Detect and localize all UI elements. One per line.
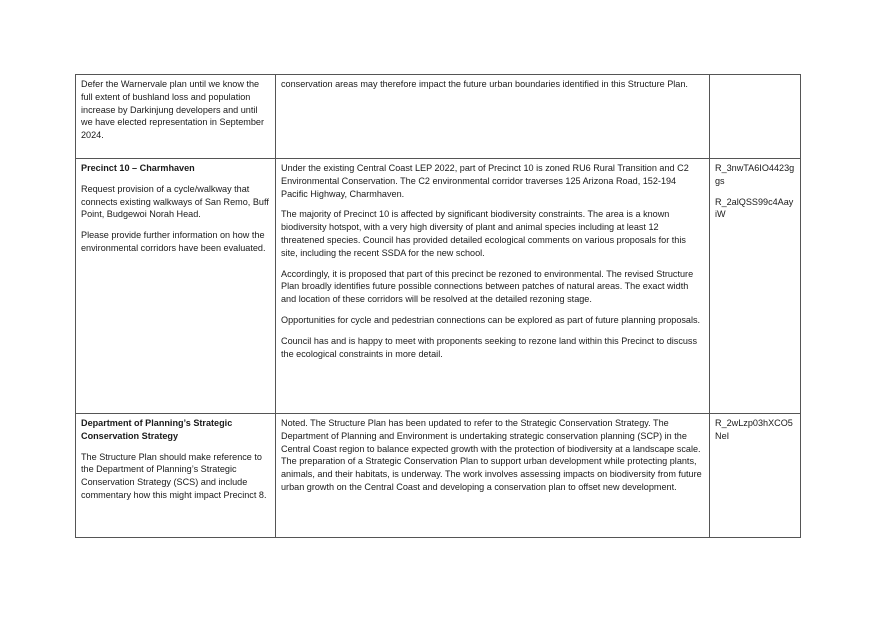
- id-cell: [710, 414, 801, 538]
- submission-text: Request provision of a cycle/walkway that connects existing walkways of San Remo, Buff Point, Budgewoi Norah Head.: [81, 183, 269, 220]
- response-cell: [276, 414, 710, 538]
- response-text: Under the existing Central Coast LEP 2022, part of Precinct 10 is zoned RU6 Rural Transition and C2 Environmental Conservation. The C2 environmental corridor traverses 125 Arizona Road, 152-194 Pacific Highway, Charmhaven.: [281, 163, 689, 199]
- row-title: Precinct 10 – Charmhaven: [81, 163, 195, 173]
- response-text: Council has and is happy to meet with proponents seeking to rezone land within this Precinct to discuss the ecological constraints in more detail.: [281, 335, 698, 359]
- submission-text: Defer the Warnervale plan until we know the full extent of bushland loss and population increase by Darkinjung developers and until we have elected representation in September 2024.: [81, 79, 264, 141]
- submissions-table: [75, 74, 801, 538]
- table-row: [76, 414, 801, 538]
- table-row: [76, 75, 801, 159]
- row-title: Department of Planning’s Strategic Conservation Strategy: [81, 418, 233, 441]
- response-id: R_3nwTA6IO4423ggs: [715, 163, 795, 186]
- response-text: Opportunities for cycle and pedestrian connections can be explored as part of future planning proposals.: [281, 314, 701, 325]
- response-text: The majority of Precinct 10 is affected by significant biodiversity constraints. The area is a known biodiversity hotspot, with a very high diversity of plant and animal species including at least 12 threatened species. Council has provided detailed ecological comments on various proposals for this site, including the recent SSDA for the new school.: [281, 209, 686, 258]
- submission-text: Please provide further information on how the environmental corridors have been evaluated.: [81, 230, 266, 253]
- submission-text: The Structure Plan should make reference to the Department of Planning’s Strategic Conservation Strategy (SCS) and include commentary how this might impact Precinct 8.: [81, 451, 267, 500]
- response-text: Noted. The Structure Plan has been updated to refer to the Strategic Conservation Strategy. The Department of Planning and Environment is undertaking strategic conservation planning (SCP) in the Central Coast region to balance expected growth with the protection of biodiversity at a landscape scale. The preparation of a Strategic Conservation Plan to support urban development while protecting plants, animals, and their habitats, is underway. The work involves assessing impacts on biodiversity from future urban growth on the Central Coast and developing a conservation plan to offset new development.: [281, 418, 702, 492]
- id-cell: [710, 159, 801, 414]
- submission-cell: [76, 159, 276, 414]
- response-text: conservation areas may therefore impact the future urban boundaries identified in this Structure Plan.: [281, 79, 688, 89]
- table-row: [76, 159, 801, 414]
- response-cell: [276, 159, 710, 414]
- response-id: R_2alQSS99c4AayiW: [715, 196, 794, 220]
- response-id: R_2wLzp03hXCO5NeI: [715, 418, 793, 441]
- response-cell: [276, 75, 710, 159]
- response-text: Accordingly, it is proposed that part of this precinct be rezoned to environmental. The revised Structure Plan broadly identifies future possible connections between patches of natural areas. The exact width and location of these corridors will be resolved at the detailed rezoning stage.: [281, 268, 694, 305]
- submission-cell: [76, 414, 276, 538]
- submission-cell: [76, 75, 276, 159]
- id-cell: [710, 75, 801, 159]
